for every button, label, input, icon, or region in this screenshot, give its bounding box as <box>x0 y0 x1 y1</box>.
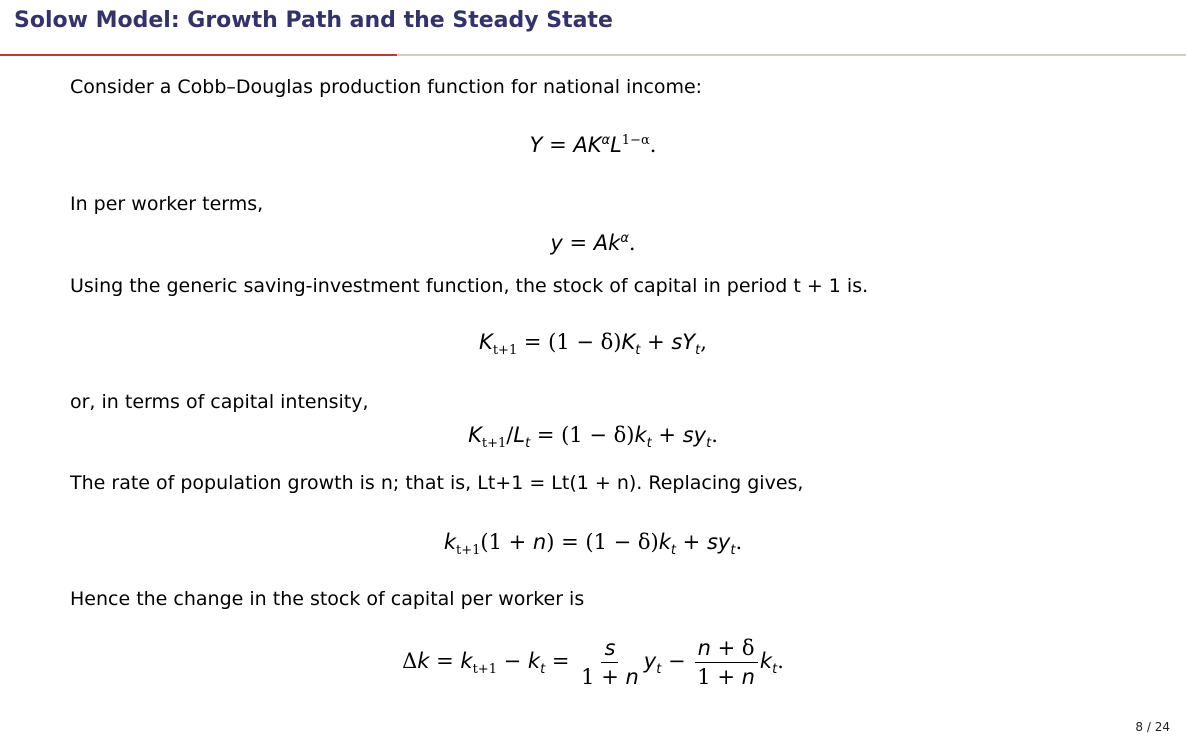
math-token: ) = (1 − δ) <box>546 530 659 554</box>
math-token: = <box>562 231 594 255</box>
math-token: K <box>468 423 482 447</box>
math-token: k <box>634 423 647 447</box>
subscript: t <box>772 662 778 678</box>
equation-change-in-capital <box>0 636 1186 689</box>
subscript: t <box>695 343 701 359</box>
fraction-numerator <box>601 636 618 663</box>
math-token: = (1 − δ) <box>530 423 635 447</box>
fraction <box>694 636 758 689</box>
math-token: y <box>643 649 657 673</box>
math-token: k <box>460 649 473 673</box>
math-token: − <box>496 649 528 673</box>
math-token: s <box>604 636 616 660</box>
subscript: t+1 <box>472 662 497 678</box>
superscript: α <box>601 133 611 148</box>
math-token: sy <box>706 530 731 554</box>
math-token: k <box>527 649 541 673</box>
equation-capital-accumulation <box>0 330 1186 358</box>
math-token: (1 + <box>480 530 533 554</box>
header-rule <box>397 54 1186 56</box>
subscript: t+1 <box>456 543 481 559</box>
subscript: t <box>730 543 736 559</box>
math-token: . <box>628 231 636 255</box>
math-token: . <box>711 423 718 447</box>
subscript: t <box>540 662 546 678</box>
math-token: sY <box>671 330 696 354</box>
superscript: α <box>620 231 629 246</box>
math-token: , <box>700 330 707 354</box>
math-token: L <box>610 133 622 157</box>
subscript: t+1 <box>481 436 507 452</box>
math-token: + <box>640 330 672 354</box>
equation-per-worker <box>0 231 1186 255</box>
math-token: / <box>506 423 514 447</box>
paragraph-4: or, in terms of capital intensity, <box>70 391 369 413</box>
math-token: n <box>741 665 755 689</box>
math-token: n <box>625 665 639 689</box>
subscript: t <box>656 662 662 678</box>
paragraph-5: The rate of population growth is n; that is, Lt+1 = Lt(1 + n). Replacing gives, <box>70 472 804 494</box>
slide-title: Solow Model: Growth Path and the Steady State <box>14 8 613 33</box>
paragraph-2: In per worker terms, <box>70 193 264 215</box>
paragraph-6: Hence the change in the stock of capital per worker is <box>70 588 585 610</box>
math-token: + <box>676 530 707 554</box>
math-token: . <box>777 649 784 673</box>
math-token: 1 + <box>697 665 742 689</box>
paragraph-1: Consider a Cobb–Douglas production function for national income: <box>70 76 703 98</box>
fraction-denominator <box>694 663 758 689</box>
math-token: L <box>513 423 526 447</box>
math-token: Δ <box>402 649 418 673</box>
math-token: K <box>479 330 493 354</box>
fraction-denominator <box>578 663 642 689</box>
math-token: . <box>735 530 743 554</box>
subscript: t <box>646 436 652 452</box>
subscript: t <box>706 436 712 452</box>
math-token: k <box>417 649 430 673</box>
subscript: t <box>525 436 531 452</box>
math-token: k <box>658 530 671 554</box>
subscript: t <box>635 343 641 359</box>
math-token: k <box>443 530 457 554</box>
fraction <box>578 636 642 689</box>
page-number: 8 / 24 <box>1135 720 1170 734</box>
superscript: 1−α <box>621 133 650 148</box>
math-token: = <box>542 133 574 157</box>
math-token: n <box>532 530 547 554</box>
equation-production <box>0 133 1186 157</box>
math-token: y <box>550 231 563 255</box>
math-token: − <box>661 649 693 673</box>
paragraph-3: Using the generic saving-investment function, the stock of capital in period t + 1 is. <box>70 275 869 297</box>
math-token: Y <box>529 133 543 157</box>
math-token: sy <box>682 423 707 447</box>
math-token: K <box>621 330 636 354</box>
math-token: = (1 − δ) <box>517 330 622 354</box>
header-rule-accent <box>0 54 397 56</box>
subscript: t <box>670 543 676 559</box>
math-token: = <box>545 649 577 673</box>
fraction-numerator <box>695 636 758 663</box>
math-token: AK <box>573 133 602 157</box>
equation-population-growth <box>0 530 1186 558</box>
math-token: = <box>429 649 461 673</box>
math-token: k <box>759 649 773 673</box>
math-token: Ak <box>593 231 621 255</box>
equation-capital-intensity <box>0 423 1186 451</box>
math-token: + δ <box>710 636 755 660</box>
math-token: 1 + <box>581 665 626 689</box>
math-token: . <box>649 133 657 157</box>
math-token: n <box>697 636 711 660</box>
subscript: t+1 <box>492 343 518 359</box>
math-token: + <box>651 423 683 447</box>
